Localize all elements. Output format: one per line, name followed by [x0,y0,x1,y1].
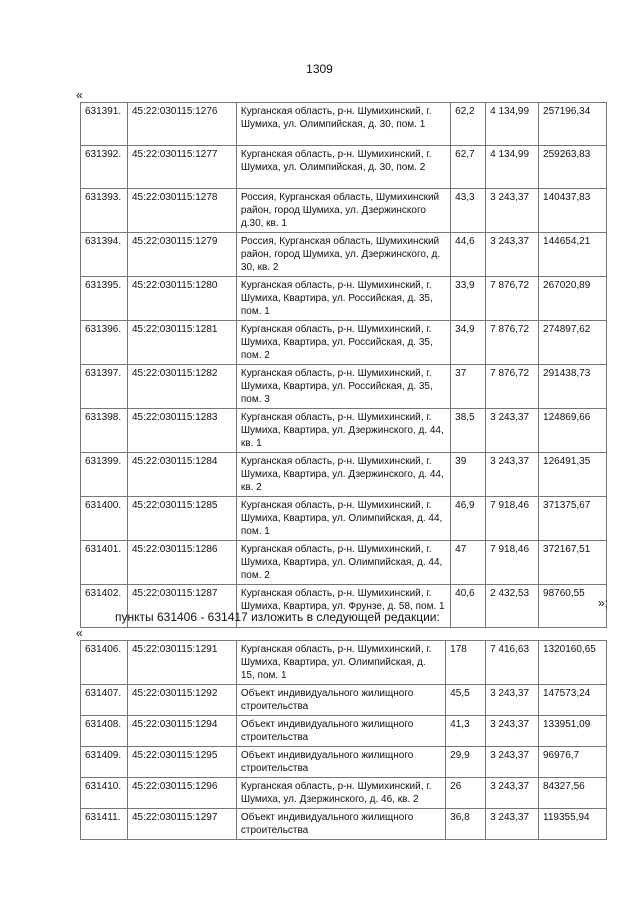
cadastral-value-cell: 126491,35 [539,453,607,497]
rate-cell: 3 243,37 [486,409,539,453]
cadastral-value-cell: 267020,89 [539,277,607,321]
table-row [81,685,607,716]
table-row [81,146,607,189]
area-cell: 62,7 [451,146,486,189]
cadastral-number-cell: 45:22:030115:1277 [127,146,236,189]
table-row [81,641,607,685]
address-cell: Курганская область, р-н. Шумихинский, г. Шумиха, Квартира, ул. Российская, д. 35, пом. 3 [236,365,450,409]
rate-cell: 7 918,46 [486,497,539,541]
address-cell: Курганская область, р-н. Шумихинский, г. Шумиха, Квартира, ул. Фрунзе, д. 58, пом. 1 [236,585,450,628]
cadastral-value-cell: 119355,94 [539,809,607,840]
table-row [81,747,607,778]
table-row [81,409,607,453]
cadastral-number-cell: 45:22:030115:1276 [127,103,236,146]
cadastral-number-cell: 45:22:030115:1297 [127,809,236,840]
cadastral-number-cell: 45:22:030115:1282 [127,365,236,409]
cadastral-number-cell: 45:22:030115:1294 [127,716,236,747]
table-row [81,233,607,277]
open-quote-1: « [76,88,83,102]
area-cell: 41,3 [446,716,486,747]
cadastral-value-cell: 98760,55 [539,585,607,628]
cadastral-number-cell: 45:22:030115:1295 [127,747,236,778]
item-number-cell: 631396. [81,321,128,365]
table-row [81,778,607,809]
address-cell: Объект индивидуального жилищного строительства [236,809,445,840]
rate-cell: 3 243,37 [486,453,539,497]
address-cell: Курганская область, р-н. Шумихинский, г. Шумиха, ул. Олимпийская, д. 30, пом. 2 [236,146,450,189]
item-number-cell: 631407. [81,685,128,716]
item-number-cell: 631398. [81,409,128,453]
cadastral-number-cell: 45:22:030115:1296 [127,778,236,809]
cadastral-number-cell: 45:22:030115:1281 [127,321,236,365]
cadastral-number-cell: 45:22:030115:1286 [127,541,236,585]
table-row [81,365,607,409]
item-number-cell: 631408. [81,716,128,747]
table-row [81,809,607,840]
rate-cell: 3 243,37 [486,189,539,233]
cadastral-value-cell: 147573,24 [539,685,607,716]
cadastral-value-cell: 372167,51 [539,541,607,585]
area-cell: 44,6 [451,233,486,277]
open-quote-2: « [76,626,83,640]
rate-cell: 3 243,37 [486,716,539,747]
rate-cell: 3 243,37 [486,747,539,778]
cadastral-number-cell: 45:22:030115:1285 [127,497,236,541]
table-row [81,189,607,233]
area-cell: 46,9 [451,497,486,541]
rate-cell: 7 918,46 [486,541,539,585]
table-row [81,453,607,497]
rate-cell: 7 416,63 [486,641,539,685]
cadastral-value-cell: 257196,34 [539,103,607,146]
address-cell: Россия, Курганская область, Шумихинский район, город Шумиха, ул. Дзержинского д.30, кв. 1 [236,189,450,233]
cadastral-number-cell: 45:22:030115:1287 [127,585,236,628]
rate-cell: 7 876,72 [486,277,539,321]
rate-cell: 4 134,99 [486,146,539,189]
area-cell: 43,3 [451,189,486,233]
close-quote: »; [598,596,609,610]
rate-cell: 7 876,72 [486,321,539,365]
area-cell: 29,9 [446,747,486,778]
address-cell: Курганская область, р-н. Шумихинский, г. Шумиха, Квартира, ул. Дзержинского, д. 44, кв. 1 [236,409,450,453]
rate-cell: 7 876,72 [486,365,539,409]
cadastral-value-cell: 371375,67 [539,497,607,541]
cadastral-value-cell: 274897,62 [539,321,607,365]
address-cell: Объект индивидуального жилищного строительства [236,747,445,778]
item-number-cell: 631395. [81,277,128,321]
table-row [81,321,607,365]
cadastral-number-cell: 45:22:030115:1284 [127,453,236,497]
property-table-2 [80,640,607,840]
address-cell: Курганская область, р-н. Шумихинский, г. Шумиха, Квартира, ул. Олимпийская, д. 44, пом. 2 [236,541,450,585]
cadastral-value-cell: 84327,56 [539,778,607,809]
item-number-cell: 631406. [81,641,128,685]
item-number-cell: 631400. [81,497,128,541]
address-cell: Объект индивидуального жилищного строительства [236,685,445,716]
address-cell: Курганская область, р-н. Шумихинский, г. Шумиха, Квартира, ул. Российская, д. 35, пом. 1 [236,277,450,321]
area-cell: 38,5 [451,409,486,453]
area-cell: 47 [451,541,486,585]
cadastral-number-cell: 45:22:030115:1291 [127,641,236,685]
item-number-cell: 631401. [81,541,128,585]
table-row [81,103,607,146]
table-row [81,716,607,747]
cadastral-value-cell: 124869,66 [539,409,607,453]
rate-cell: 4 134,99 [486,103,539,146]
item-number-cell: 631393. [81,189,128,233]
cadastral-number-cell: 45:22:030115:1280 [127,277,236,321]
rate-cell: 3 243,37 [486,685,539,716]
item-number-cell: 631399. [81,453,128,497]
area-cell: 37 [451,365,486,409]
rate-cell: 3 243,37 [486,233,539,277]
cadastral-value-cell: 259263,83 [539,146,607,189]
rate-cell: 3 243,37 [486,809,539,840]
cadastral-value-cell: 140437,83 [539,189,607,233]
table-row [81,541,607,585]
area-cell: 33,9 [451,277,486,321]
address-cell: Курганская область, р-н. Шумихинский, г. Шумиха, ул. Дзержинского, д. 46, кв. 2 [236,778,445,809]
cadastral-value-cell: 291438,73 [539,365,607,409]
address-cell: Курганская область, р-н. Шумихинский, г. Шумиха, Квартира, ул. Российская, д. 35, пом. 2 [236,321,450,365]
cadastral-number-cell: 45:22:030115:1283 [127,409,236,453]
area-cell: 40,6 [451,585,486,628]
area-cell: 39 [451,453,486,497]
rate-cell: 2 432,53 [486,585,539,628]
item-number-cell: 631397. [81,365,128,409]
table-row [81,497,607,541]
item-number-cell: 631409. [81,747,128,778]
item-number-cell: 631411. [81,809,128,840]
cadastral-value-cell: 144654,21 [539,233,607,277]
cadastral-number-cell: 45:22:030115:1292 [127,685,236,716]
cadastral-number-cell: 45:22:030115:1278 [127,189,236,233]
address-cell: Объект индивидуального жилищного строительства [236,716,445,747]
address-cell: Курганская область, р-н. Шумихинский, г. Шумиха, ул. Олимпийская, д. 30, пом. 1 [236,103,450,146]
area-cell: 26 [446,778,486,809]
area-cell: 34,9 [451,321,486,365]
address-cell: Курганская область, р-н. Шумихинский, г. Шумиха, Квартира, ул. Олимпийская, д. 44, пом. 1 [236,497,450,541]
item-number-cell: 631392. [81,146,128,189]
address-cell: Россия, Курганская область, Шумихинский район, город Шумиха, ул. Дзержинского, д. 30, кв. 2 [236,233,450,277]
property-table-1 [80,102,607,628]
cadastral-value-cell: 1320160,65 [539,641,607,685]
page-number: 1309 [306,62,333,76]
instruction-text: пункты 631406 - 631417 изложить в следующей редакции: [115,610,440,624]
cadastral-value-cell: 133951,09 [539,716,607,747]
cadastral-value-cell: 96976,7 [539,747,607,778]
area-cell: 178 [446,641,486,685]
item-number-cell: 631394. [81,233,128,277]
item-number-cell: 631410. [81,778,128,809]
area-cell: 36,8 [446,809,486,840]
table-row [81,277,607,321]
address-cell: Курганская область, р-н. Шумихинский, г. Шумиха, Квартира, ул. Дзержинского, д. 44, кв. 2 [236,453,450,497]
cadastral-number-cell: 45:22:030115:1279 [127,233,236,277]
area-cell: 45,5 [446,685,486,716]
address-cell: Курганская область, р-н. Шумихинский, г. Шумиха, Квартира, ул. Олимпийская, д. 15, пом. 1 [236,641,445,685]
rate-cell: 3 243,37 [486,778,539,809]
item-number-cell: 631402. [81,585,128,628]
area-cell: 62,2 [451,103,486,146]
item-number-cell: 631391. [81,103,128,146]
